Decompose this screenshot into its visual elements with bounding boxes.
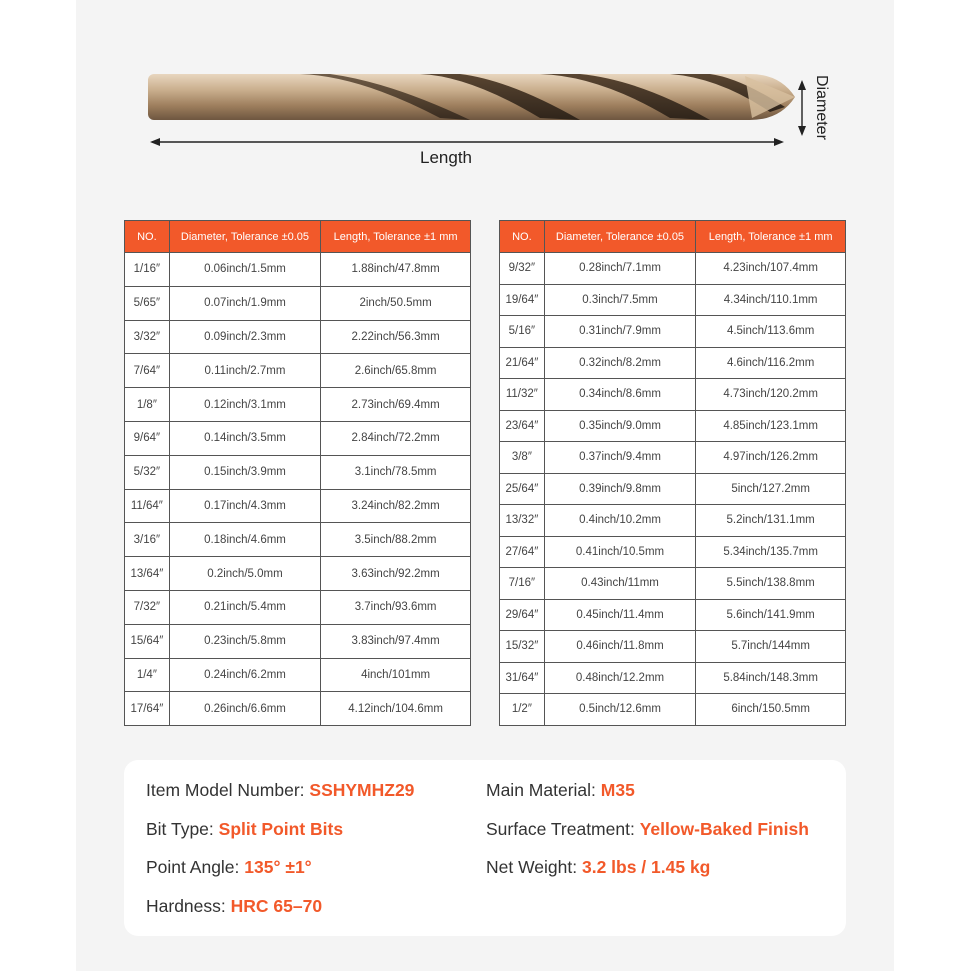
spec-surface bbox=[486, 819, 809, 840]
spec-hardness bbox=[146, 896, 322, 917]
table-row bbox=[500, 379, 846, 411]
cell-diameter: 0.09inch/2.3mm bbox=[169, 320, 320, 354]
cell-length: 1.88inch/47.8mm bbox=[321, 253, 471, 287]
drill-bit-illustration bbox=[140, 62, 840, 182]
cell-length: 6inch/150.5mm bbox=[696, 694, 846, 726]
spec-value: Split Point Bits bbox=[218, 819, 344, 839]
cell-length: 3.83inch/97.4mm bbox=[321, 624, 471, 658]
cell-length: 5.34inch/135.7mm bbox=[696, 536, 846, 568]
spec-material bbox=[486, 780, 635, 801]
cell-diameter: 0.15inch/3.9mm bbox=[169, 455, 320, 489]
spec-weight bbox=[486, 857, 710, 878]
cell-size: 19/64″ bbox=[500, 284, 545, 316]
cell-diameter: 0.41inch/10.5mm bbox=[544, 536, 696, 568]
cell-diameter: 0.26inch/6.6mm bbox=[169, 692, 320, 726]
cell-size: 3/32″ bbox=[125, 320, 170, 354]
spec-label: Main Material: bbox=[486, 780, 601, 800]
table-row bbox=[125, 557, 471, 591]
diameter-arrow bbox=[798, 80, 806, 136]
cell-length: 4.23inch/107.4mm bbox=[696, 253, 846, 285]
length-label: Length bbox=[420, 148, 472, 167]
cell-diameter: 0.18inch/4.6mm bbox=[169, 523, 320, 557]
cell-length: 4.12inch/104.6mm bbox=[321, 692, 471, 726]
specs-card bbox=[124, 760, 846, 936]
table-row bbox=[125, 590, 471, 624]
cell-length: 3.63inch/92.2mm bbox=[321, 557, 471, 591]
cell-diameter: 0.43inch/11mm bbox=[544, 568, 696, 600]
cell-diameter: 0.34inch/8.6mm bbox=[544, 379, 696, 411]
cell-diameter: 0.17inch/4.3mm bbox=[169, 489, 320, 523]
cell-size: 1/16″ bbox=[125, 253, 170, 287]
cell-length: 2.6inch/65.8mm bbox=[321, 354, 471, 388]
cell-diameter: 0.5inch/12.6mm bbox=[544, 694, 696, 726]
cell-size: 5/65″ bbox=[125, 286, 170, 320]
cell-diameter: 0.07inch/1.9mm bbox=[169, 286, 320, 320]
table-row bbox=[125, 388, 471, 422]
cell-size: 1/4″ bbox=[125, 658, 170, 692]
cell-length: 2.73inch/69.4mm bbox=[321, 388, 471, 422]
cell-size: 11/64″ bbox=[125, 489, 170, 523]
cell-size: 31/64″ bbox=[500, 662, 545, 694]
table-row bbox=[500, 284, 846, 316]
cell-diameter: 0.45inch/11.4mm bbox=[544, 599, 696, 631]
header-no: NO. bbox=[500, 221, 545, 253]
spec-label: Surface Treatment: bbox=[486, 819, 640, 839]
table-row bbox=[500, 347, 846, 379]
cell-diameter: 0.37inch/9.4mm bbox=[544, 442, 696, 474]
diameter-label: Diameter bbox=[813, 75, 830, 140]
header-length: Length, Tolerance ±1 mm bbox=[321, 221, 471, 253]
cell-diameter: 0.12inch/3.1mm bbox=[169, 388, 320, 422]
cell-size: 23/64″ bbox=[500, 410, 545, 442]
spec-value: Yellow-Baked Finish bbox=[639, 819, 809, 839]
table-row bbox=[500, 599, 846, 631]
cell-length: 4.97inch/126.2mm bbox=[696, 442, 846, 474]
cell-size: 5/16″ bbox=[500, 316, 545, 348]
cell-size: 27/64″ bbox=[500, 536, 545, 568]
cell-diameter: 0.28inch/7.1mm bbox=[544, 253, 696, 285]
table-row bbox=[125, 354, 471, 388]
table-row bbox=[125, 523, 471, 557]
cell-size: 7/16″ bbox=[500, 568, 545, 600]
cell-size: 5/32″ bbox=[125, 455, 170, 489]
cell-size: 3/16″ bbox=[125, 523, 170, 557]
cell-size: 7/64″ bbox=[125, 354, 170, 388]
cell-length: 3.1inch/78.5mm bbox=[321, 455, 471, 489]
cell-length: 3.24inch/82.2mm bbox=[321, 489, 471, 523]
spec-value: 3.2 lbs / 1.45 kg bbox=[581, 857, 711, 877]
cell-length: 4inch/101mm bbox=[321, 658, 471, 692]
cell-diameter: 0.3inch/7.5mm bbox=[544, 284, 696, 316]
cell-diameter: 0.39inch/9.8mm bbox=[544, 473, 696, 505]
cell-length: 5inch/127.2mm bbox=[696, 473, 846, 505]
table-row bbox=[500, 505, 846, 537]
spec-value: M35 bbox=[600, 780, 635, 800]
table-row bbox=[500, 536, 846, 568]
cell-diameter: 0.06inch/1.5mm bbox=[169, 253, 320, 287]
spec-label: Point Angle: bbox=[146, 857, 245, 877]
cell-length: 4.6inch/116.2mm bbox=[696, 347, 846, 379]
cell-diameter: 0.24inch/6.2mm bbox=[169, 658, 320, 692]
spec-value: SSHYMHZ29 bbox=[309, 780, 415, 800]
cell-size: 25/64″ bbox=[500, 473, 545, 505]
cell-diameter: 0.46inch/11.8mm bbox=[544, 631, 696, 663]
cell-length: 4.85inch/123.1mm bbox=[696, 410, 846, 442]
cell-size: 21/64″ bbox=[500, 347, 545, 379]
cell-length: 5.84inch/148.3mm bbox=[696, 662, 846, 694]
cell-size: 13/64″ bbox=[125, 557, 170, 591]
cell-length: 5.2inch/131.1mm bbox=[696, 505, 846, 537]
table-row bbox=[500, 442, 846, 474]
table-header-row bbox=[500, 221, 846, 253]
header-diameter: Diameter, Tolerance ±0.05 bbox=[544, 221, 696, 253]
spec-label: Bit Type: bbox=[146, 819, 219, 839]
cell-length: 3.5inch/88.2mm bbox=[321, 523, 471, 557]
cell-diameter: 0.14inch/3.5mm bbox=[169, 421, 320, 455]
cell-size: 11/32″ bbox=[500, 379, 545, 411]
spec-label: Net Weight: bbox=[486, 857, 582, 877]
spec-label: Item Model Number: bbox=[146, 780, 310, 800]
cell-length: 5.7inch/144mm bbox=[696, 631, 846, 663]
cell-diameter: 0.2inch/5.0mm bbox=[169, 557, 320, 591]
cell-diameter: 0.48inch/12.2mm bbox=[544, 662, 696, 694]
size-table-left bbox=[124, 220, 471, 726]
table-row bbox=[500, 568, 846, 600]
table-row bbox=[500, 316, 846, 348]
table-row bbox=[125, 658, 471, 692]
spec-model bbox=[146, 780, 414, 801]
cell-diameter: 0.11inch/2.7mm bbox=[169, 354, 320, 388]
cell-size: 1/2″ bbox=[500, 694, 545, 726]
cell-diameter: 0.23inch/5.8mm bbox=[169, 624, 320, 658]
cell-length: 2.84inch/72.2mm bbox=[321, 421, 471, 455]
table-row bbox=[125, 489, 471, 523]
cell-diameter: 0.32inch/8.2mm bbox=[544, 347, 696, 379]
spec-value: 135° ±1° bbox=[244, 857, 312, 877]
header-length: Length, Tolerance ±1 mm bbox=[696, 221, 846, 253]
cell-size: 15/32″ bbox=[500, 631, 545, 663]
cell-length: 4.73inch/120.2mm bbox=[696, 379, 846, 411]
spec-label: Hardness: bbox=[146, 896, 231, 916]
table-row bbox=[125, 455, 471, 489]
cell-length: 4.5inch/113.6mm bbox=[696, 316, 846, 348]
table-row bbox=[125, 253, 471, 287]
cell-length: 3.7inch/93.6mm bbox=[321, 590, 471, 624]
cell-size: 7/32″ bbox=[125, 590, 170, 624]
table-row bbox=[125, 421, 471, 455]
cell-diameter: 0.21inch/5.4mm bbox=[169, 590, 320, 624]
cell-size: 15/64″ bbox=[125, 624, 170, 658]
cell-length: 5.6inch/141.9mm bbox=[696, 599, 846, 631]
cell-size: 3/8″ bbox=[500, 442, 545, 474]
header-diameter: Diameter, Tolerance ±0.05 bbox=[169, 221, 320, 253]
spec-value: HRC 65–70 bbox=[230, 896, 323, 916]
cell-length: 2inch/50.5mm bbox=[321, 286, 471, 320]
cell-size: 9/64″ bbox=[125, 421, 170, 455]
table-row bbox=[500, 662, 846, 694]
spec-bit-type bbox=[146, 819, 343, 840]
length-arrow bbox=[150, 138, 784, 146]
cell-length: 2.22inch/56.3mm bbox=[321, 320, 471, 354]
table-row bbox=[500, 410, 846, 442]
table-header-row bbox=[125, 221, 471, 253]
table-row bbox=[125, 624, 471, 658]
cell-diameter: 0.31inch/7.9mm bbox=[544, 316, 696, 348]
cell-diameter: 0.35inch/9.0mm bbox=[544, 410, 696, 442]
cell-size: 29/64″ bbox=[500, 599, 545, 631]
table-row bbox=[125, 286, 471, 320]
header-no: NO. bbox=[125, 221, 170, 253]
table-row bbox=[125, 320, 471, 354]
cell-length: 4.34inch/110.1mm bbox=[696, 284, 846, 316]
table-row bbox=[500, 694, 846, 726]
table-row bbox=[500, 253, 846, 285]
cell-diameter: 0.4inch/10.2mm bbox=[544, 505, 696, 537]
table-row bbox=[500, 631, 846, 663]
cell-size: 1/8″ bbox=[125, 388, 170, 422]
table-row bbox=[500, 473, 846, 505]
spec-point-angle bbox=[146, 857, 312, 878]
table-row bbox=[125, 692, 471, 726]
cell-size: 9/32″ bbox=[500, 253, 545, 285]
cell-length: 5.5inch/138.8mm bbox=[696, 568, 846, 600]
cell-size: 13/32″ bbox=[500, 505, 545, 537]
cell-size: 17/64″ bbox=[125, 692, 170, 726]
size-table-right bbox=[499, 220, 846, 726]
